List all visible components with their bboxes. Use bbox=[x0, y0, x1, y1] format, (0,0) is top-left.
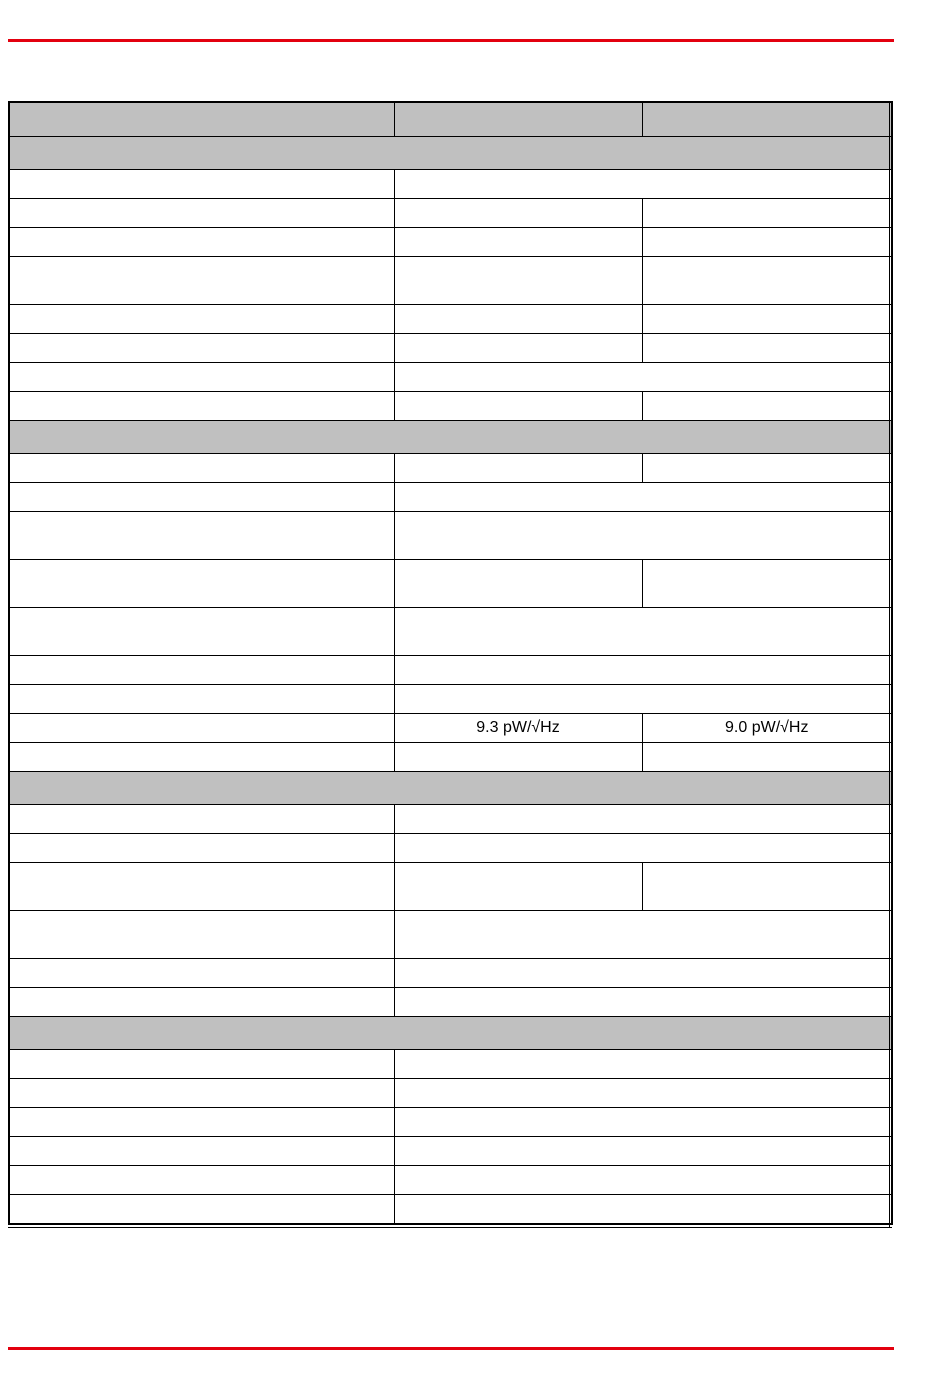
value-cell: 9.0 pW/√Hz bbox=[642, 714, 892, 743]
parameter-cell bbox=[9, 305, 394, 334]
table-row bbox=[9, 959, 892, 988]
value-cell bbox=[394, 170, 892, 199]
value-cell bbox=[642, 334, 892, 363]
parameter-cell bbox=[9, 608, 394, 656]
table-row bbox=[9, 608, 892, 656]
value-cell bbox=[394, 257, 642, 305]
value-cell bbox=[394, 743, 642, 772]
parameter-cell bbox=[9, 1166, 394, 1195]
value-cell bbox=[394, 988, 892, 1017]
value-cell bbox=[642, 228, 892, 257]
parameter-cell bbox=[9, 199, 394, 228]
table-row bbox=[9, 483, 892, 512]
value-cell bbox=[394, 834, 892, 863]
table-row bbox=[9, 228, 892, 257]
value-cell bbox=[642, 560, 892, 608]
section-header-row bbox=[9, 421, 892, 454]
value-cell bbox=[642, 257, 892, 305]
value-cell bbox=[394, 685, 892, 714]
table-edge-right bbox=[889, 101, 890, 1227]
value-cell bbox=[642, 863, 892, 911]
value-cell bbox=[394, 656, 892, 685]
table-row bbox=[9, 170, 892, 199]
value-cell bbox=[394, 334, 642, 363]
table-row bbox=[9, 1079, 892, 1108]
table-row bbox=[9, 805, 892, 834]
value-cell bbox=[394, 454, 642, 483]
table-row bbox=[9, 1195, 892, 1225]
table-row bbox=[9, 199, 892, 228]
table-row bbox=[9, 305, 892, 334]
value-cell bbox=[394, 911, 892, 959]
value-cell bbox=[394, 1108, 892, 1137]
value-cell bbox=[642, 392, 892, 421]
parameter-cell bbox=[9, 102, 394, 137]
parameter-cell bbox=[9, 1079, 394, 1108]
parameter-cell bbox=[9, 834, 394, 863]
value-cell bbox=[394, 805, 892, 834]
parameter-cell bbox=[9, 714, 394, 743]
table-row bbox=[9, 454, 892, 483]
section-title bbox=[9, 772, 892, 805]
value-cell bbox=[642, 743, 892, 772]
parameter-cell bbox=[9, 911, 394, 959]
value-cell: 9.3 pW/√Hz bbox=[394, 714, 642, 743]
table-row bbox=[9, 512, 892, 560]
value-cell bbox=[642, 102, 892, 137]
parameter-cell bbox=[9, 988, 394, 1017]
table-row bbox=[9, 257, 892, 305]
table-row bbox=[9, 988, 892, 1017]
parameter-cell bbox=[9, 1108, 394, 1137]
table-row bbox=[9, 334, 892, 363]
parameter-cell bbox=[9, 1050, 394, 1079]
table-edge-bottom bbox=[8, 1227, 892, 1228]
parameter-cell bbox=[9, 334, 394, 363]
parameter-cell bbox=[9, 560, 394, 608]
footer-rule bbox=[8, 1347, 894, 1350]
parameter-cell bbox=[9, 170, 394, 199]
value-cell bbox=[394, 512, 892, 560]
parameter-cell bbox=[9, 512, 394, 560]
value-cell bbox=[394, 392, 642, 421]
value-cell bbox=[642, 454, 892, 483]
value-cell bbox=[642, 305, 892, 334]
table-row bbox=[9, 911, 892, 959]
table-row bbox=[9, 1108, 892, 1137]
section-header-row bbox=[9, 137, 892, 170]
parameter-cell bbox=[9, 392, 394, 421]
parameter-cell bbox=[9, 483, 394, 512]
table-header-row bbox=[9, 102, 892, 137]
table-row bbox=[9, 834, 892, 863]
parameter-cell bbox=[9, 363, 394, 392]
table-row bbox=[9, 714, 892, 743]
table-row bbox=[9, 1137, 892, 1166]
table-row bbox=[9, 1166, 892, 1195]
section-header-row bbox=[9, 772, 892, 805]
parameter-cell bbox=[9, 257, 394, 305]
specification-table bbox=[8, 101, 893, 1225]
parameter-cell bbox=[9, 1195, 394, 1225]
section-title bbox=[9, 137, 892, 170]
value-cell bbox=[394, 305, 642, 334]
value-cell bbox=[394, 1137, 892, 1166]
value-cell bbox=[394, 1195, 892, 1225]
value-cell bbox=[394, 483, 892, 512]
section-header-row bbox=[9, 1017, 892, 1050]
table-row bbox=[9, 863, 892, 911]
value-cell bbox=[394, 199, 642, 228]
value-cell bbox=[394, 959, 892, 988]
table-row bbox=[9, 656, 892, 685]
parameter-cell bbox=[9, 454, 394, 483]
value-cell bbox=[642, 199, 892, 228]
table-row bbox=[9, 560, 892, 608]
value-cell bbox=[394, 863, 642, 911]
parameter-cell bbox=[9, 743, 394, 772]
table-row bbox=[9, 685, 892, 714]
parameter-cell bbox=[9, 863, 394, 911]
table-row bbox=[9, 1050, 892, 1079]
parameter-cell bbox=[9, 685, 394, 714]
section-title bbox=[9, 421, 892, 454]
value-cell bbox=[394, 1166, 892, 1195]
value-cell bbox=[394, 1079, 892, 1108]
value-cell bbox=[394, 228, 642, 257]
section-title bbox=[9, 1017, 892, 1050]
parameter-cell bbox=[9, 656, 394, 685]
header-rule bbox=[8, 39, 894, 42]
value-cell bbox=[394, 102, 642, 137]
parameter-cell bbox=[9, 959, 394, 988]
table-row bbox=[9, 392, 892, 421]
parameter-cell bbox=[9, 805, 394, 834]
table-row bbox=[9, 363, 892, 392]
value-cell bbox=[394, 560, 642, 608]
value-cell bbox=[394, 1050, 892, 1079]
specification-table-body bbox=[9, 102, 892, 1224]
parameter-cell bbox=[9, 1137, 394, 1166]
table-row bbox=[9, 743, 892, 772]
value-cell bbox=[394, 608, 892, 656]
parameter-cell bbox=[9, 228, 394, 257]
value-cell bbox=[394, 363, 892, 392]
